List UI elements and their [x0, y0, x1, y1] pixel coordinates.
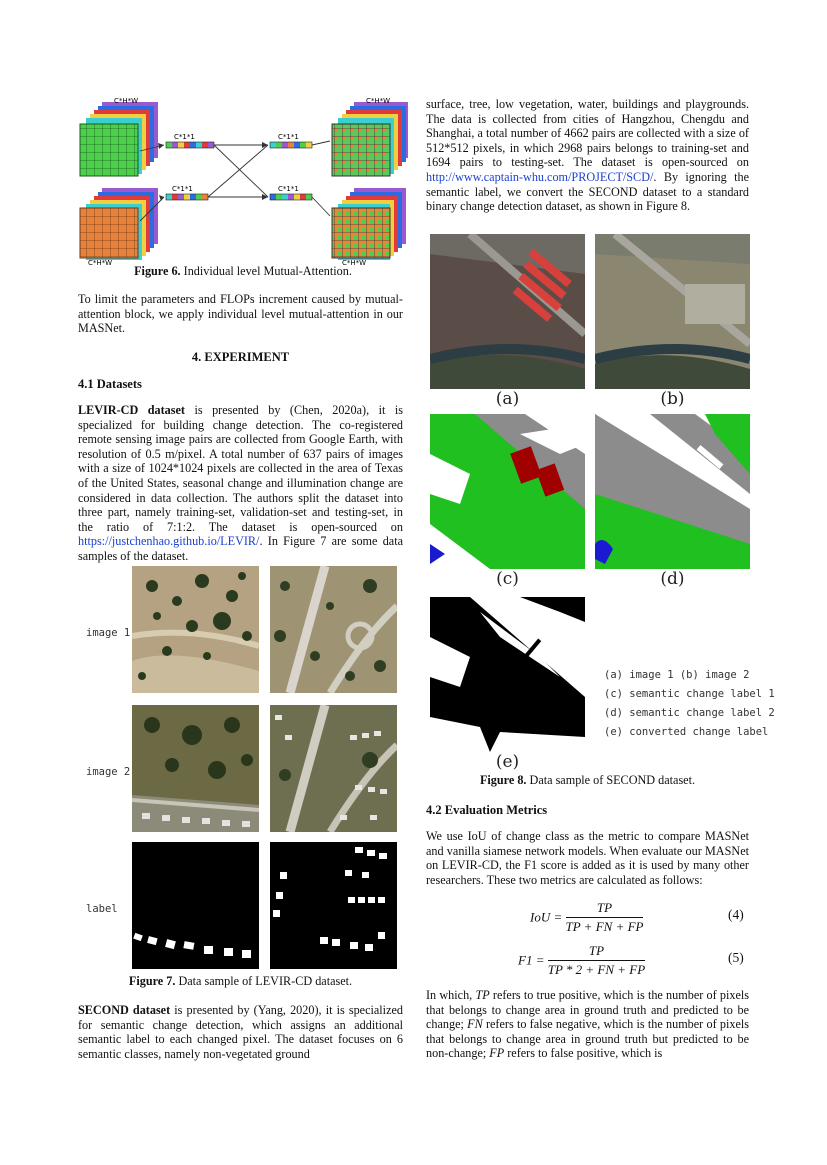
definitions-paragraph — [426, 988, 749, 1061]
equation-4-lhs: IoU = — [530, 909, 563, 925]
levir-image2-a — [132, 705, 259, 832]
dim-label: C*1*1 — [172, 185, 193, 193]
fig7-row-label-3: label — [86, 903, 118, 915]
fig8-label-e: (e) — [495, 752, 520, 772]
dim-label: C*1*1 — [278, 185, 299, 193]
term-fn: FN — [467, 1017, 483, 1032]
figure-6 — [78, 96, 408, 266]
second-label-c — [430, 414, 585, 569]
fig7-row-label-2: image 2 — [86, 766, 131, 778]
figure-6-arrows — [140, 141, 330, 221]
equation-4-denominator: TP + FN + FP — [565, 919, 644, 934]
second-paragraph — [78, 1003, 403, 1061]
second-continued-paragraph — [426, 97, 749, 214]
levir-body: is presented by (Chen, 2020a), it is specialized for building change detection. The co-registered remote sensing image pairs are collected from Google Earth, with resolution of 0.5 m/pixel. A total number of 637 pairs of images with a size of 1024*1024 pixels are collected in the area of Texas of the United States, seasonal change and illumination change are considered in data collection. The authors split the dataset into three part, namely training-set, validation-set and testing-set, in the ratio of 7:1:2. The dataset is open-sourced on — [78, 403, 403, 534]
levir-title: LEVIR-CD dataset — [78, 403, 185, 417]
figure-6-diagram — [78, 96, 408, 266]
levir-link[interactable]: https://justchenhao.github.io/LEVIR/ — [78, 534, 260, 549]
stack-bottom-left — [80, 188, 158, 260]
caption-text: Data sample of SECOND dataset. — [526, 773, 696, 787]
fig8-legend-3: (d) semantic change label 2 — [604, 707, 775, 719]
second-continued-body: surface, tree, low vegetation, water, buildings and playgrounds. The data is collected from cities of Hangzhou, Chengdu and Shanghai, a total number of 4662 pairs are collected with a size of 512*512 pixels, in which 2968 pairs belongs to training-set and 1694 pairs to testing-set. The dataset is open-sourced on — [426, 97, 749, 170]
stack-top-right — [332, 102, 408, 176]
figure-7-caption — [78, 974, 403, 989]
fig8-label-c: (c) — [496, 569, 519, 589]
subsection-heading-metrics: 4.2 Evaluation Metrics — [426, 803, 548, 817]
definitions-text-a: In which, — [426, 988, 476, 1002]
equation-5 — [518, 943, 645, 978]
figure-8-caption — [426, 773, 749, 788]
levir-label-b — [270, 842, 397, 969]
second-continued-tail: . By ignoring the semantic label, we convert the SECOND dataset to a standard binary change detection dataset, as shown in Figure 8. — [426, 169, 749, 214]
metrics-paragraph: We use IoU of change class as the metric to compare MASNet and vanilla siamese network models. When evaluate our MASNet on LEVIR-CD, the F1 score is added as it is used by many other researchers. These two metrics are calculated as follows: — [426, 829, 749, 887]
second-image-a — [430, 234, 585, 389]
fig8-label-a: (a) — [495, 389, 520, 409]
caption-label: Figure 6. — [134, 264, 181, 278]
caption-label: Figure 8. — [479, 773, 527, 787]
caption-text: Data sample of LEVIR-CD dataset. — [175, 974, 353, 988]
equation-5-lhs: F1 = — [518, 952, 545, 968]
dim-label: C*H*W — [88, 259, 113, 266]
vector-bottom-right — [270, 194, 312, 200]
equation-4-numerator: TP — [566, 900, 644, 918]
second-body: is presented by (Yang, 2020), it is specialized for semantic change detection, which assigns an additional semantic label to each changed pixel. The dataset focuses on 6 semantic classes, namely non-vegetated ground — [78, 1003, 403, 1061]
subsection-heading-datasets: 4.1 Datasets — [78, 377, 142, 391]
levir-tail: . In Figure 7 are some data samples of the dataset. — [78, 534, 403, 563]
levir-paragraph — [78, 403, 403, 564]
stack-top-left — [80, 102, 158, 176]
levir-image1-b — [270, 566, 397, 693]
dim-label: C*H*W — [114, 97, 139, 105]
second-converted-label-e — [430, 597, 585, 752]
equation-5-denominator: TP * 2 + FN + FP — [547, 962, 646, 977]
vector-bottom-left — [166, 194, 208, 200]
equation-4 — [530, 900, 643, 935]
equation-5-number: (5) — [728, 950, 744, 965]
caption-label: Figure 7. — [128, 974, 176, 988]
equation-4-number: (4) — [728, 907, 744, 922]
equation-5-numerator: TP — [548, 943, 645, 961]
dim-label: C*1*1 — [174, 133, 195, 141]
section-heading: 4. EXPERIMENT — [191, 350, 290, 364]
second-title: SECOND dataset — [78, 1003, 171, 1017]
second-image-b — [595, 234, 750, 389]
levir-label-a — [132, 842, 259, 969]
vector-top-right — [270, 142, 312, 148]
fig8-label-d: (d) — [660, 569, 685, 589]
definitions-text-d: refers to false positive, which is — [504, 1046, 663, 1061]
fig7-row-label-1: image 1 — [86, 627, 131, 639]
fig8-legend-2: (c) semantic change label 1 — [604, 688, 775, 700]
caption-text: Individual level Mutual-Attention. — [180, 264, 352, 278]
fig8-legend-4: (e) converted change label — [604, 726, 769, 738]
vector-top-left — [166, 142, 214, 148]
term-tp: TP — [475, 988, 490, 1002]
definitions-text-c: refers to false negative, which is the number of pixels that belongs to change area in ground truth but predicted to be non-change; — [426, 1017, 749, 1061]
dim-label: C*1*1 — [278, 133, 299, 141]
dim-label: C*H*W — [342, 259, 367, 266]
figure-6-caption — [78, 264, 408, 279]
dim-label: C*H*W — [366, 97, 391, 105]
fig8-legend-1: (a) image 1 (b) image 2 — [604, 669, 750, 681]
levir-image1-a — [132, 566, 259, 693]
second-link[interactable]: http://www.captain-whu.com/PROJECT/SCD/ — [426, 169, 654, 184]
second-label-d — [595, 414, 750, 569]
definitions-text-b: refers to true positive, which is the number of pixels that belongs to change area in ground truth and predicted to be change; — [426, 988, 749, 1032]
stack-bottom-right — [332, 188, 406, 260]
intro-paragraph: To limit the parameters and FLOPs increment caused by mutual-attention block, we apply individual level mutual-attention in our MASNet. — [78, 292, 403, 336]
term-fp: FP — [489, 1046, 505, 1061]
levir-image2-b — [270, 705, 397, 832]
fig8-label-b: (b) — [660, 389, 685, 409]
